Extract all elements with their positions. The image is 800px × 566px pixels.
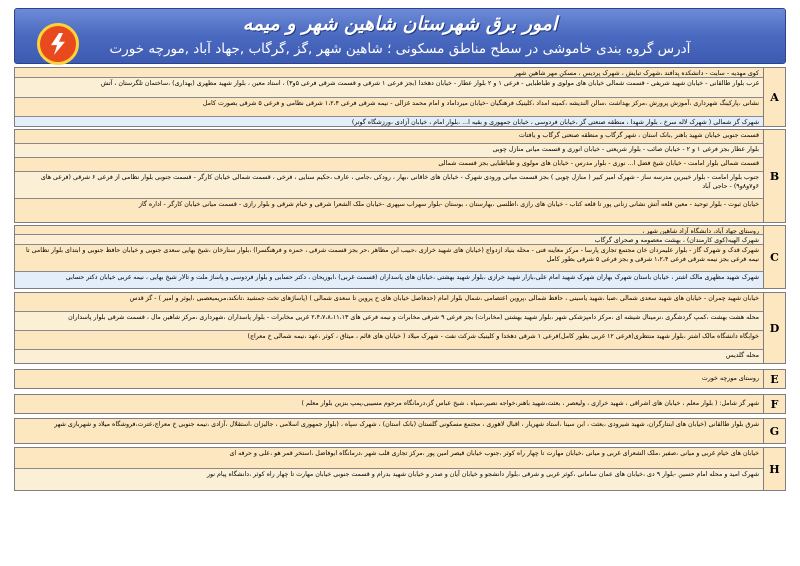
group-b-row: جنوب بلوار امامت - بلوار خیبرین مدرسه ساز - شهرک امیر کبیر ( منازل چوبی ) بجز قسمت میانی ورودی شهرک - خیابان های خاقانی ،بهار ، رودکی ،جامی ، عارف ،حکیم سنایی ، فرخی ، قسمت شمالی خیابان کارگر - قسمت جنوبی بلوار نظامی از فرعی ۶ شرقی (فرعی های ۶و۷و۸و۹) - حاجی آباد [15,172,763,199]
group-h-row: شهرک امید و محله امام حسین -بلوار ۹ دی ،خیابان های عمان سامانی ،کوثر غربی و شرقی ،بلوار دانشجو و خیابان آیان و صدر و خیابان شهید بدرام و قسمت جنوبی خیابان مهارت تا چهار راه کوثر ،دانشگاه پیام نور [15,469,763,490]
group-f-row: شهر گز شامل: ( بلوار معلم ، خیابان های اشراقی ، شهید خرازی ، ولیعصر ، بعثت،شهید باهنر،خواجه نصیر،سپاه ، شیخ عباس گز،درمانگاه مرحوم مسیبی،پمپ بنزین بلوار معلم ) [15,395,763,413]
group-c-letter: C [763,226,785,288]
group-a-row: غرب بلوار طالقانی - خیابان شهید شریفی - قسمت شمالی خیابان های مولوی و طباطبایی - فرعی ۱ و ۲ بلوار عطار - خیابان دهخدا (بجز فرعی ۱ شرقی و قسمت شرقی فرعی ۵و۳) ، استاد معین ، بلوار شهید مطهری (بهداری) ،ساختمان تلگرستان ، آتش [15,78,763,98]
group-d-section [14,292,786,364]
group-a-row: نشانی ،پارکینگ شهرداری ،آموزش پرورش ،مرکز بهداشت ،سالن الندیشه ،کمیته امداد ،کلینیک فرهنگیان -خیابان میرداماد و امام محمد غزالی - نیمه شرقی فرعی ۱،۲،۴ شرقی نظامی و فرعی ۵ شرقی بصورت کامل [15,98,763,117]
group-b-row: خیابان ثبوت - بلوار توحید - معین قلعه آتش نشانی زنانی پور تا قلعه کتاب - خیابان های رازی ،اطلسی ،بهارستان ، بوستان -بلوار سهراب سپهری -خیابان ملک الشعرا شرقی و خیام شرقی و بلوار رازی - قسمت میانی خیابان کارگر - اداره گاز [15,199,763,222]
group-f-section [14,394,786,414]
group-d-row: خیابان شهید چمران - خیابان های شهید سعدی شمالی ،صبا ،شهید یاسینی ، حافظ شمالی ،پروین اعتصامی ،شمال بلوار امام (حدفاصل خیابان های ح پروین تا سعدی شمالی ) (پاساژهای تخت جمشید ،تانکند،مریمیعصبی ،ایوثر و امیر ) - گز قدس [15,293,763,312]
group-b-row: قسمت جنوبی خیابان شهید باهنر ,بانک استان ، شهر گرگاب و منطقه صنعتی گرگاب و یافتات [15,130,763,144]
group-e-section [14,369,786,389]
group-g-row: شرق بلوار طالقانی (خیابان های ابنتارگران، شهید شیرودی ،بعثت ، ابن سینا ،استاد شهریار ، اقبال لاهوری ، مجتمع مسکونی گلستان (بانک استان) ، شهرک سپاه ، (بلوار جمهوری اسلامی ، جالیزان ،استقلال ،آزادی ،نیمه جنوبی خ معراج،عترت،فروشگاه میلاد و شهربازی شهر [15,419,763,443]
group-g-letter: G [763,419,785,443]
group-c-row: روستای جهاد آباد، دانشگاه آزاد شاهین شهر ، [15,226,763,235]
group-b-section [14,129,786,223]
group-c-section [14,225,786,289]
group-c-row: شهرک الهیه(کوی کارمندان) ، بهشت معصومه و صحرای گرگاب [15,235,763,245]
group-e-letter: E [763,370,785,388]
group-a-row: شهرک گز شمالی ( شهرک لاله سرخ ، بلوار شهدا ، منطقه صنعتی گز ،خیابان فردوسی ، خیابان جمهوری و بقیه ا... ،بلوار امام ، خیابان آزادی ،ورزشگاه گوتر) [15,117,763,126]
power-company-logo-icon [37,23,79,65]
group-b-row: بلوار عطار بجز فرعی ۱ و ۲ - خیابان صائب - بلوار شریعتی - خیابان انوری و قسمت میانی منازل چوبی [15,144,763,158]
group-a-letter: A [763,68,785,126]
group-h-section [14,447,786,491]
group-f-letter: F [763,395,785,413]
group-c-row: شهرک قدک و شهرک گاز - بلوار علیمردان خان مجتمع تجاری پارسا - مرکز معاینه فنی - محله بنیاد ازدواج (خیابان های شهید خرازی ،حبیب ابن مظاهر ،حر بجز قسمت شرقی ، حمزه و فرهنگسرا) ،بلوار ستارخان ،شیخ بهایی سعدی جنوبی و خیابان حافظ جنوبی و ابتدای بلوار نظامی تا نیمه فرعی بجز نیمه شرقی فرعی ۱،۲،۴ شرقی و بجز فرعی ۵ شرقی بطور کامل [15,245,763,272]
group-c-row: شهرک شهید مطهری مالک اشتر ، خیابان باستان شهرک بهاران شهرک شهید امام علی،بازار شهید خرازی ،بلوار شهید بهشتی ،خیابان های پاسداران (قسمت غربی) ،ابوریحان ، دکتر حسابی و بلوار فردوسی و پاساژ ملت و تالار شیخ بهایی ، نیمه غربی خیابان دکتر حسابی [15,272,763,288]
group-h-row: خیابان های خیام غربی و میانی ،صفیر ،ملک الشعرای غربی و میانی ،خیابان مهارت تا چهار راه کوثر ،جنوب خیابان قیصر امین پور ،مرکز تجاری قلب شهر ،درمانگاه ابوفاضل ،استخر قمر هو ،علی و حرفه ای [15,448,763,469]
group-d-letter: D [763,293,785,363]
group-d-row: محله هشت بهشت ،کمپ گردشگری ،نرمینال شیشه ای ،مرکز دامپزشکی شهر ،بلوار شهید بهشتی (مخابرات) بجز فرعی ۹ شرقی مخابرات و نیمه فرعی های ۲،۴،۷،۸،۱۱،۱۳ غربی مخابرات - بلوار پاسداران ،شهرداری ،مرکز شاهین مال ، قسمت شرقی بلوار پاسداران [15,312,763,331]
group-d-row: محله گلدیس [15,350,763,363]
page-subtitle: آدرس گروه بندی خاموشی در سطح مناطق مسکونی ؛ شاهین شهر ,گز ,گرگاب ,جهاد آباد ,مورچه خورت [109,41,691,57]
group-h-letter: H [763,448,785,490]
group-d-row: خوابگاه دانشگاه مالک اشتر ،بلوار شهید منتظری(فرعی ۱۲ غربی بطور کامل)فرعی ۱ شرقی دهخدا و کلینیک شرکت نفت - شهرک میلاد ( خیابان های قائم ، میثاق ، کوثر ،عهد ،نیمه شمالی خ معراج) [15,331,763,350]
page-header [14,8,786,64]
group-a-row: کوی مهدیه - سایت - دانشکده پدافند ،شهرک تبایش ، شهرک پردیس ، مسکن مهر شاهین شهر [15,68,763,78]
page-title: امور برق شهرستان شاهین شهر و میمه [242,13,558,35]
group-b-letter: B [763,130,785,222]
group-e-row: روستای مورچه خورت [15,370,763,388]
group-a-section [14,67,786,127]
group-g-section [14,418,786,444]
group-b-row: قسمت شمالی بلوار امامت - خیابان شیخ فضل ا... نوری - بلوار مدرس - خیابان های مولوی و طباطبایی بجز قسمت شمالی [15,158,763,172]
